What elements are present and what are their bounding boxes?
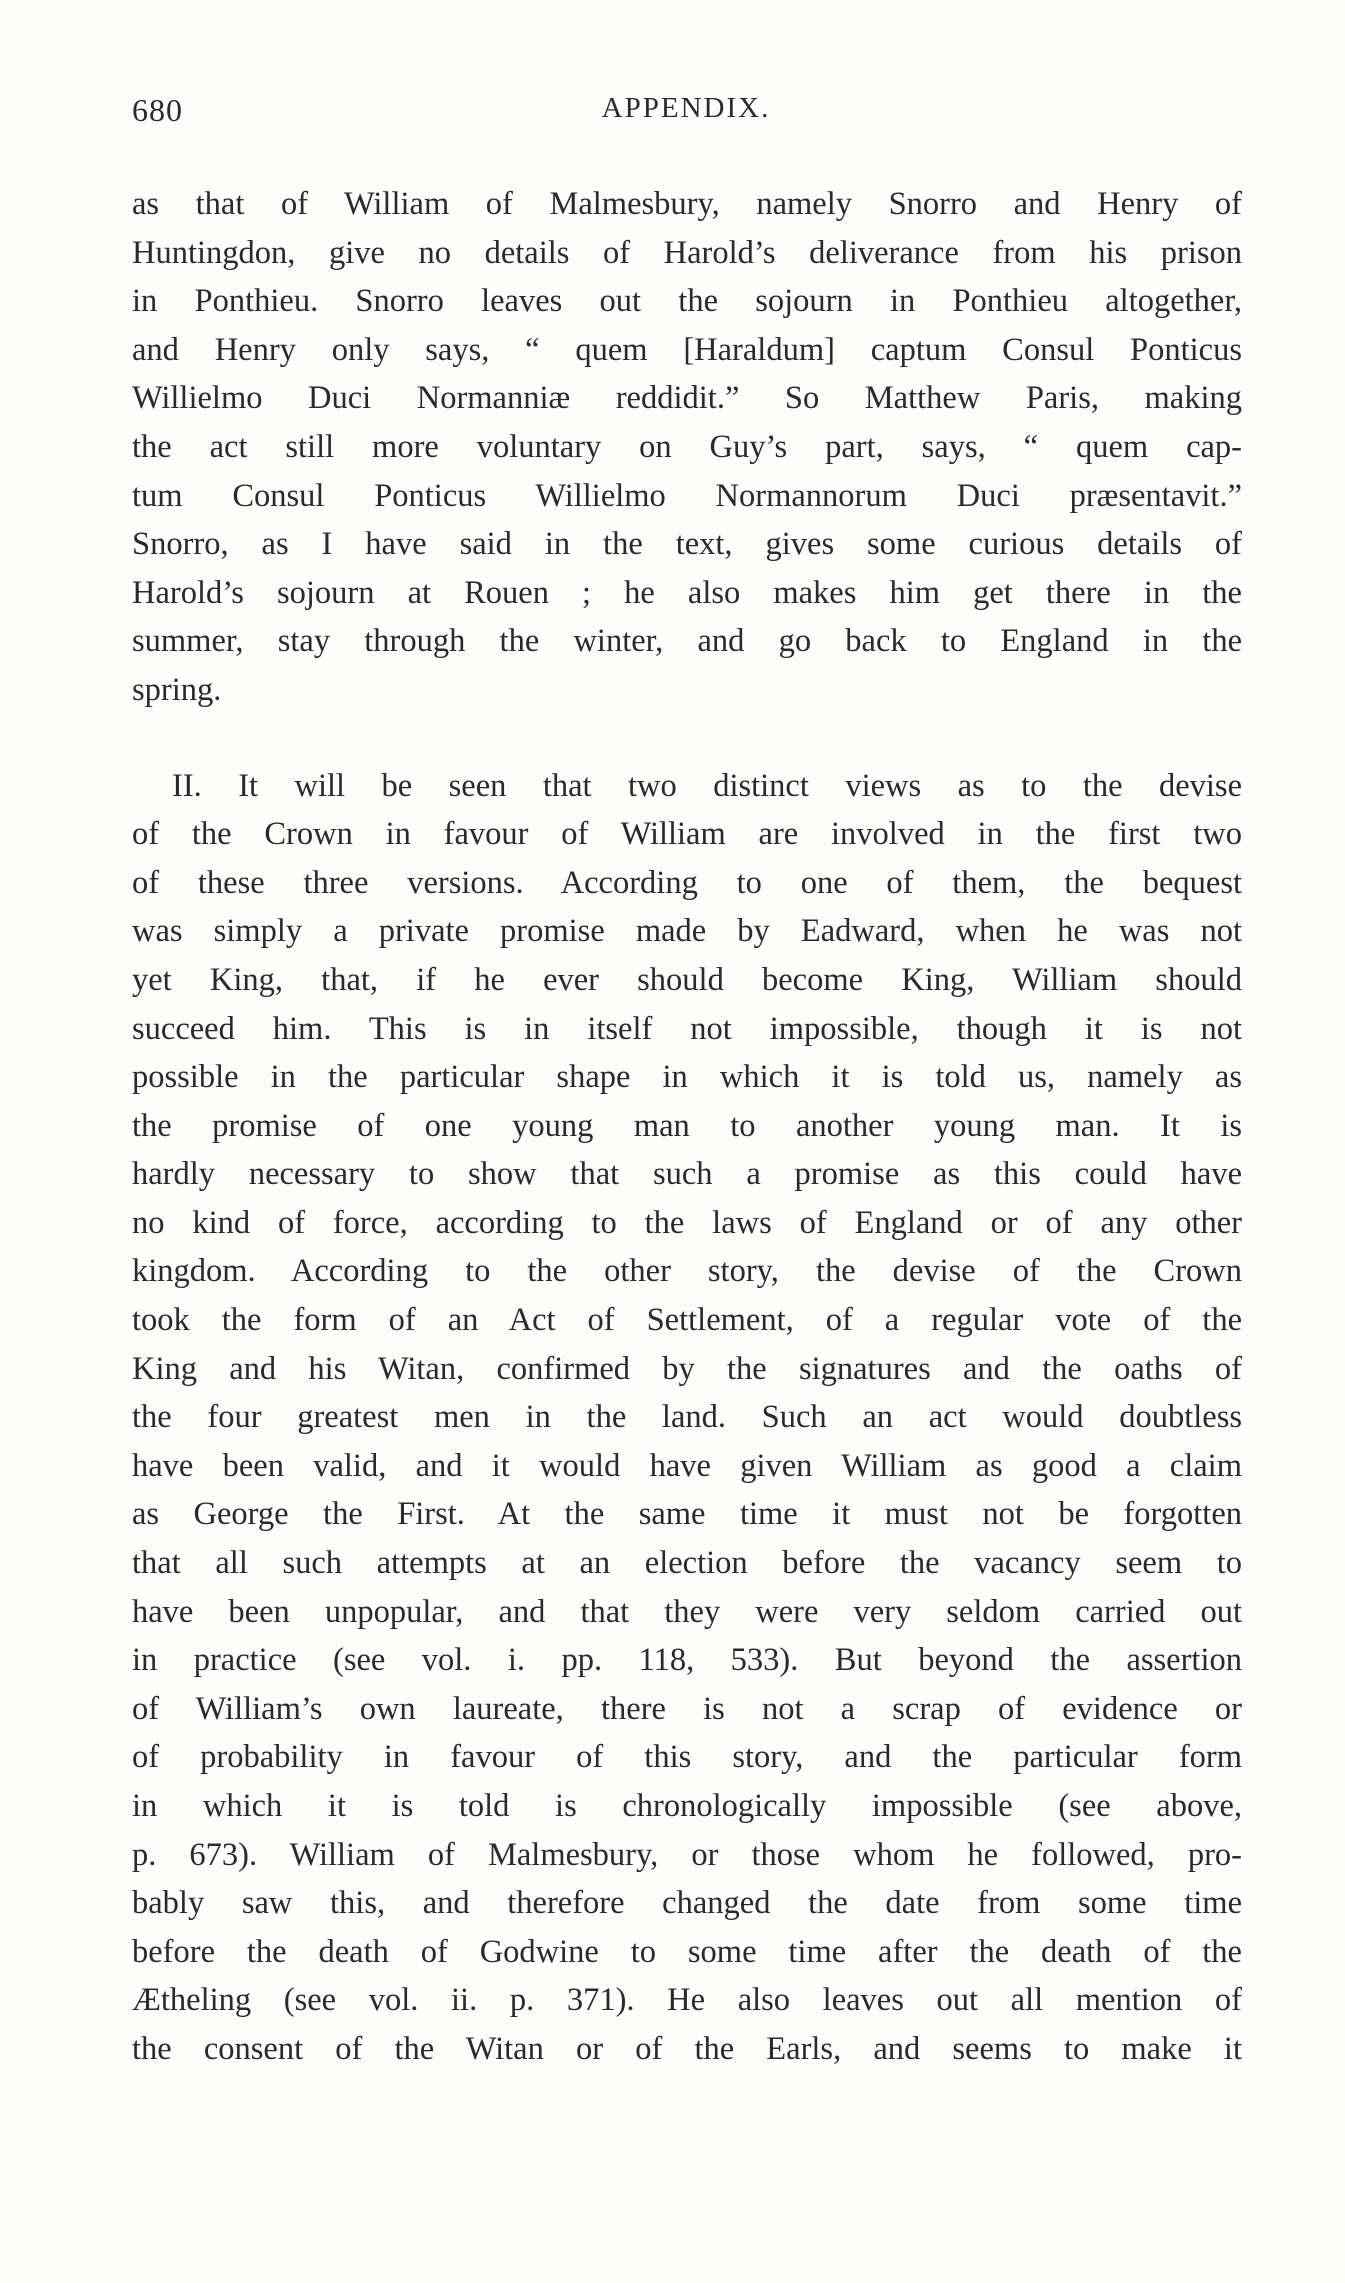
text-line: the consent of the Witan or of the Earls, and seems to make it	[132, 2030, 1242, 2067]
text-line: of these three versions. According to one of them, the bequest	[132, 864, 1242, 901]
running-head: APPENDIX.	[601, 92, 771, 124]
text-line: summer, stay through the winter, and go back to England in the	[132, 623, 1242, 660]
text-line: Harold’s sojourn at Rouen ; he also makes him get there in the	[132, 574, 1242, 611]
text-line: as that of William of Malmesbury, namely Snorro and Henry of	[132, 186, 1242, 222]
text-line: hardly necessary to show that such a promise as this could have	[132, 1156, 1242, 1193]
text-line: yet King, that, if he ever should become King, William should	[132, 961, 1242, 998]
text-line: before the death of Godwine to some time after the death of the	[132, 1933, 1242, 1970]
text-line: as George the First. At the same time it must not be forgotten	[132, 1496, 1242, 1533]
text-line: that all such attempts at an election before the vacancy seem to	[132, 1545, 1242, 1582]
text-line: Snorro, as I have said in the text, gives some curious details of	[132, 526, 1242, 563]
body-text	[132, 180, 1242, 2074]
paragraph-2	[132, 762, 1242, 2074]
text-line: no kind of force, according to the laws of England or of any other	[132, 1204, 1242, 1241]
text-line: kingdom. According to the other story, the devise of the Crown	[132, 1253, 1242, 1290]
text-line: tum Consul Ponticus Willielmo Normannorum Duci præsentavit.”	[132, 477, 1242, 514]
text-line: spring.	[132, 671, 222, 708]
text-line: the four greatest men in the land. Such an act would doubtless	[132, 1399, 1242, 1436]
text-line: the act still more voluntary on Guy’s part, says, “ quem cap-	[132, 428, 1242, 465]
text-line: bably saw this, and therefore changed the date from some time	[132, 1885, 1242, 1922]
page-header	[132, 92, 1240, 142]
text-line: the promise of one young man to another young man. It is	[132, 1107, 1242, 1144]
text-line: have been valid, and it would have given William as good a claim	[132, 1447, 1242, 1484]
text-line: in practice (see vol. i. pp. 118, 533). But beyond the assertion	[132, 1642, 1242, 1679]
text-line: have been unpopular, and that they were very seldom carried out	[132, 1593, 1242, 1630]
text-line: King and his Witan, confirmed by the signatures and the oaths of	[132, 1350, 1242, 1387]
text-line: II. It will be seen that two distinct views as to the devise	[172, 767, 1242, 804]
text-line: of William’s own laureate, there is not a scrap of evidence or	[132, 1690, 1242, 1727]
text-line: took the form of an Act of Settlement, of a regular vote of the	[132, 1302, 1242, 1339]
text-line: Ætheling (see vol. ii. p. 371). He also leaves out all mention of	[132, 1982, 1242, 2019]
page-number: 680	[132, 92, 183, 128]
text-line: p. 673). William of Malmesbury, or those whom he followed, pro-	[132, 1836, 1242, 1873]
text-line: and Henry only says, “ quem [Haraldum] captum Consul Ponticus	[132, 331, 1242, 368]
text-line: in which it is told is chronologically impossible (see above,	[132, 1788, 1242, 1824]
text-line: in Ponthieu. Snorro leaves out the sojourn in Ponthieu altogether,	[132, 283, 1242, 320]
paragraph-1	[132, 180, 1242, 715]
text-line: was simply a private promise made by Eadward, when he was not	[132, 913, 1242, 950]
text-line: of probability in favour of this story, and the particular form	[132, 1739, 1242, 1776]
text-line: Willielmo Duci Normanniæ reddidit.” So Matthew Paris, making	[132, 380, 1242, 417]
text-line: of the Crown in favour of William are involved in the first two	[132, 816, 1242, 853]
paragraph-spacer	[132, 715, 1242, 762]
text-line: succeed him. This is in itself not impossible, though it is not	[132, 1010, 1242, 1047]
text-line: Huntingdon, give no details of Harold’s deliverance from his prison	[132, 234, 1242, 271]
text-line: possible in the particular shape in which it is told us, namely as	[132, 1059, 1242, 1096]
